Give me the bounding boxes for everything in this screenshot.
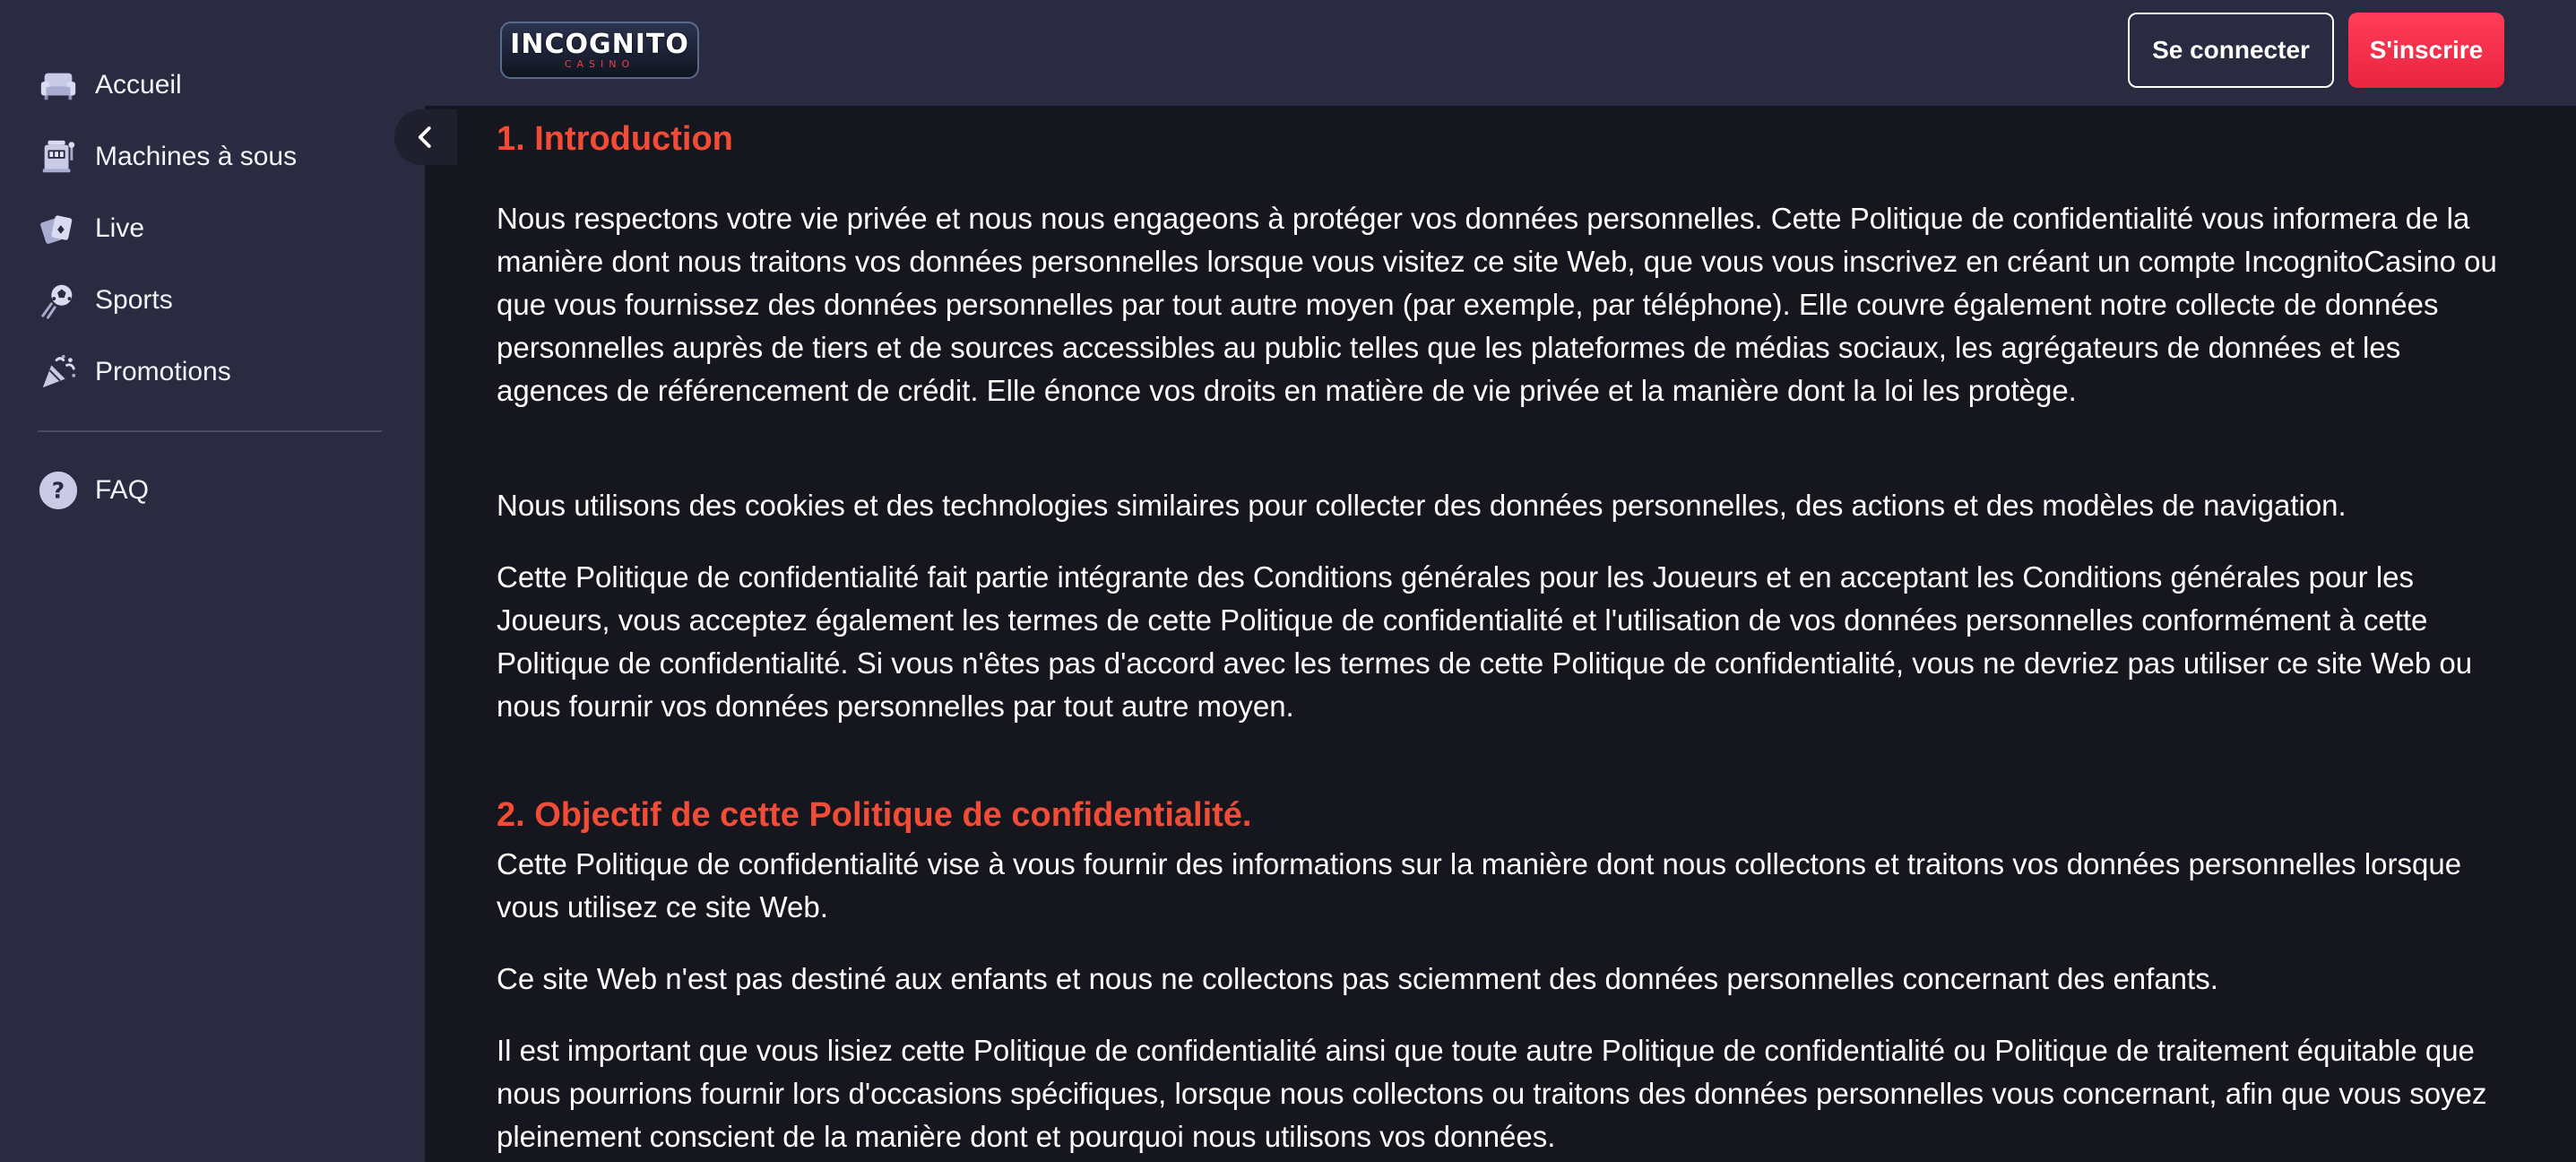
sidebar-item-label: FAQ xyxy=(95,475,150,505)
incognito-casino-logo[interactable] xyxy=(500,22,699,79)
paragraph: Cette Politique de confidentialité vise à vous fournir des informations sur la manière dont nous collectons et traitons vos données personnelles lorsque vous utilisez ce site Web. xyxy=(497,847,2462,924)
question-icon xyxy=(36,468,81,513)
chevron-left-icon xyxy=(412,124,439,151)
party-popper-icon xyxy=(36,350,81,395)
soccer-ball-icon xyxy=(36,278,81,323)
sidebar xyxy=(0,0,425,1162)
logo-title: INCOGNITO xyxy=(510,29,689,60)
paragraph: Cette Politique de confidentialité fait partie intégrante des Conditions générales pour les Joueurs et en acceptant les Conditions générales pour les Joueurs, vous acceptez également les termes de cette Politique de confidentialité et l'utilisation de vos données personnelles conformément à cette Politique de confidentialité. Si vous n'êtes pas d'accord avec les termes de cette Politique de confidentialité, vous ne devriez pas utiliser ce site Web ou nous fournir vos données personnelles par tout autre moyen. xyxy=(497,560,2473,723)
sidebar-item-label: Live xyxy=(95,213,145,243)
section-title-introduction: 1. Introduction xyxy=(497,120,733,158)
sofa-icon xyxy=(36,63,81,108)
sidebar-item-live[interactable] xyxy=(36,202,144,256)
sidebar-item-faq[interactable] xyxy=(36,464,149,517)
login-button[interactable]: Se connecter xyxy=(2128,13,2334,88)
sidebar-item-label: Promotions xyxy=(95,357,231,386)
slot-machine-icon xyxy=(36,134,81,179)
signup-button[interactable]: S'inscrire xyxy=(2348,13,2504,88)
paragraph: Nous respectons votre vie privée et nous nous engageons à protéger vos données personnelles. Cette Politique de confidentialité vous informera de la manière dont nous traitons vos données personnelles lorsque vous visitez ce site Web, que vous vous inscrivez en créant un compte IncognitoCasino ou que vous fournissez des données personnelles par tout autre moyen (par exemple, par téléphone). Elle couvre également notre collecte de données personnelles auprès de tiers et de sources accessibles au public telles que les plateformes de médias sociaux, les agrégateurs de données et les agences de référencement de crédit. Elle énonce vos droits en matière de vie privée et la manière dont la loi les protège. xyxy=(497,202,2497,407)
section-title-objective: 2. Objectif de cette Politique de confidentialité. xyxy=(497,796,1252,834)
sidebar-divider xyxy=(38,430,382,432)
paragraph: Nous utilisons des cookies et des technologies similaires pour collecter des données personnelles, des actions et des modèles de navigation. xyxy=(497,489,2347,522)
sidebar-item-sports[interactable] xyxy=(36,273,173,327)
cards-icon xyxy=(36,206,81,251)
top-header xyxy=(425,0,2576,106)
sidebar-item-machines[interactable] xyxy=(36,130,297,184)
svg-text:?: ? xyxy=(51,477,65,504)
sidebar-item-label: Accueil xyxy=(95,70,182,100)
privacy-policy-content xyxy=(497,106,2504,1162)
sidebar-item-accueil[interactable] xyxy=(36,58,182,112)
sidebar-item-promotions[interactable] xyxy=(36,345,231,399)
logo-subtitle: CASINO xyxy=(564,58,635,70)
sidebar-item-label: Sports xyxy=(95,285,173,315)
paragraph: Ce site Web n'est pas destiné aux enfants et nous ne collectons pas sciemment des données personnelles concernant des enfants. xyxy=(497,962,2218,995)
paragraph: Il est important que vous lisiez cette Politique de confidentialité ainsi que toute autre Politique de confidentialité ou Politique de traitement équitable que nous pourrions fournir lors d'occasions spécifiques, lorsque nous collectons ou traitons des données personnelles vous concernant, afin que vous soyez pleinement conscient de la manière dont et pourquoi nous utilisons vos données. xyxy=(497,1034,2487,1153)
sidebar-item-label: Machines à sous xyxy=(95,142,298,171)
collapse-sidebar-button[interactable] xyxy=(394,109,457,165)
